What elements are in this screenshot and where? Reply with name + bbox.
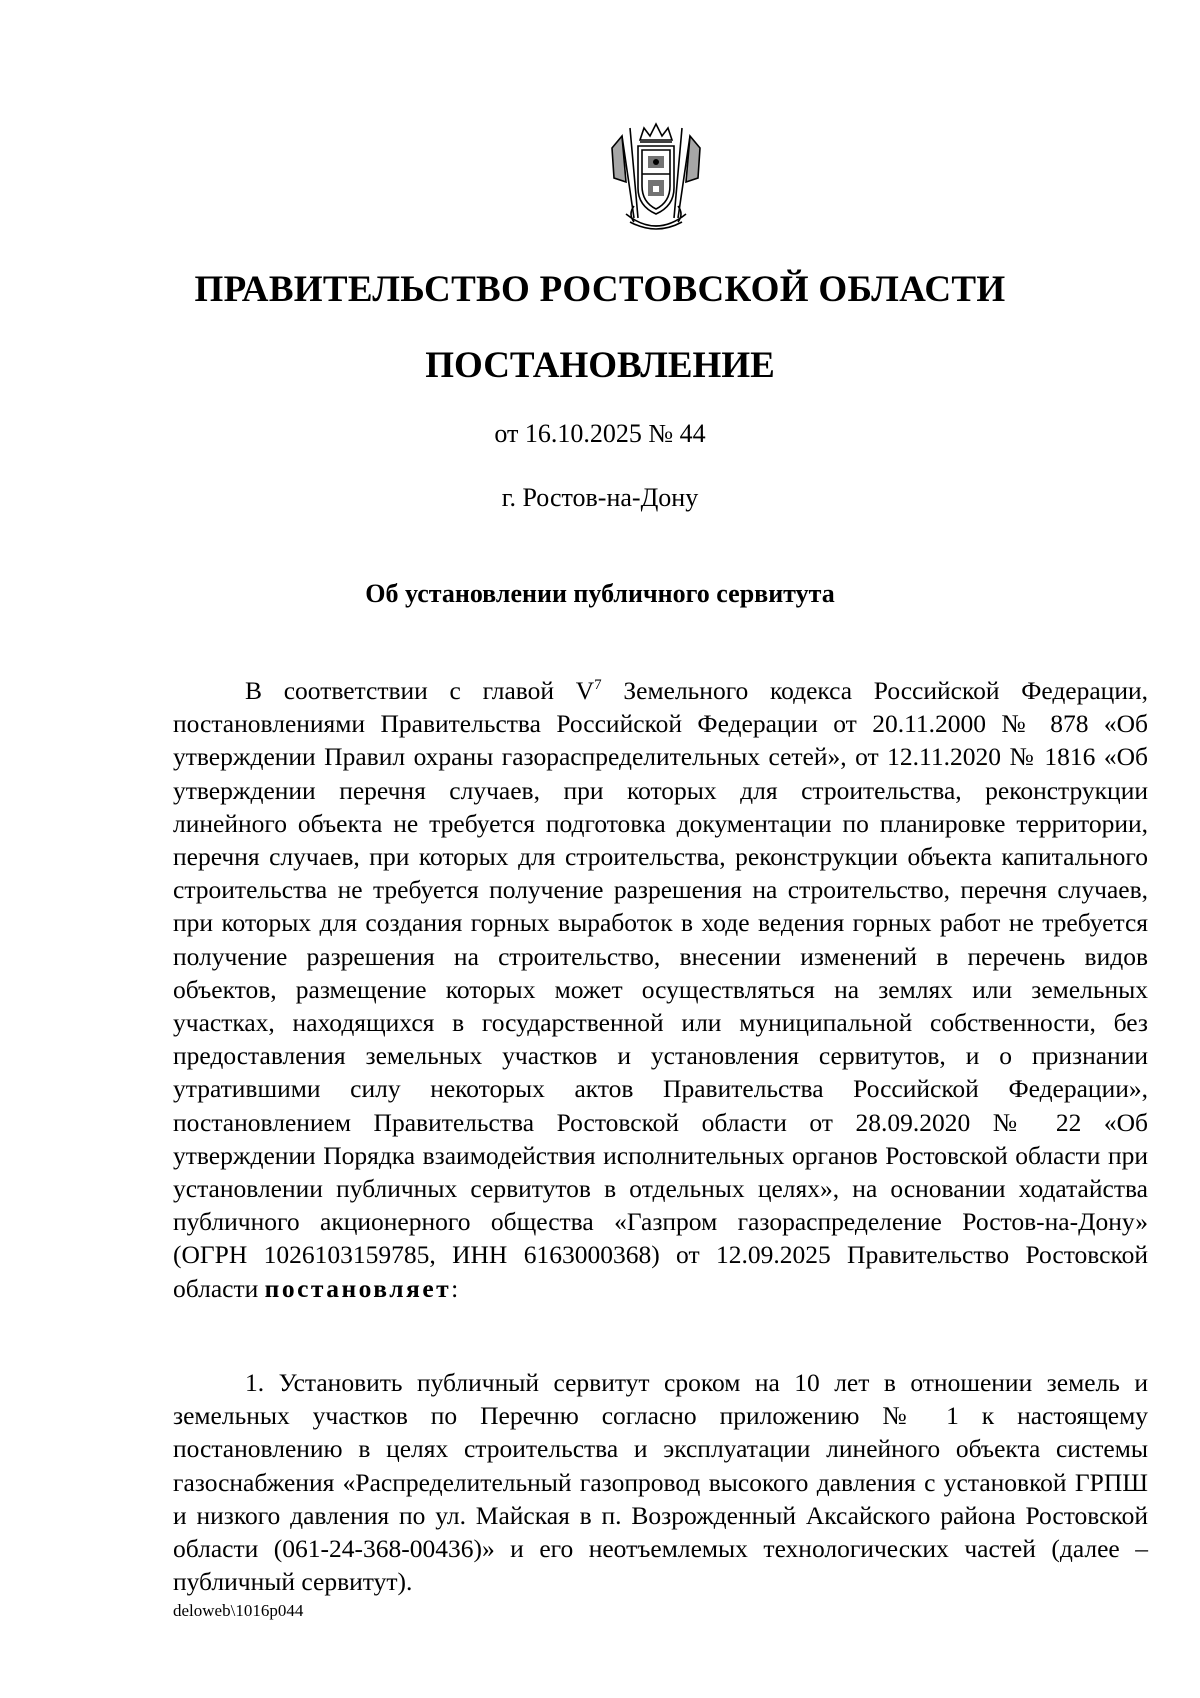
body-paragraph-preamble [173,674,1148,1305]
document-date-number: от 16.10.2025 № 44 [494,419,706,448]
body-paragraph-item-1: 1. Установить публичный сервитут сроком на 10 лет в отношении земель и земельных участков по Перечню согласно приложению № 1 к настоящему постановлению в целях строительства и эксплуатации линейного объекта системы газоснабжения «Распределительный газопровод высокого давления с установкой ГРПШ и низкого давления по ул. Майская в п. Возрожденный Аксайского района Ростовской области (061-24-368-00436)» и его неотъемлемых технологических частей (далее – публичный сервитут). [173,1368,1148,1597]
footer-document-code: deloweb\1016p044 [173,1601,304,1620]
document-subject: Об установлении публичного сервитута [365,579,835,608]
decree-verb: постановляет [264,1273,452,1303]
government-name: ПРАВИТЕЛЬСТВО РОСТОВСКОЙ ОБЛАСТИ [194,269,1006,310]
coat-of-arms-emblem [604,118,708,238]
preamble-start: В соответствии с главой V [245,676,595,705]
preamble-main: Земельного кодекса Российской Федерации, постановлениями Правительства Российской Федерации от 20.11.2000 № 878 «Об утверждении Правил охраны газораспределительных сетей», от 12.11.2020 № 1816 «Об утверждении перечня случаев, при которых для строительства, реконструкции линейного объекта не требуется подготовка документации по планировке территории, перечня случаев, при которых для строительства, реконструкции объекта капитального строительства не требуется получение разрешения на строительство, перечня случаев, при которых для создания горных выработок в ходе ведения горных работ не требуется получение разрешения на строительство, внесении изменений в перечень видов объектов, размещение которых может осуществляться на землях или земельных участках, находящихся в государственной или муниципальной собственности, без предоставления земельных участков и установления сервитутов, и о признании утратившими силу некоторых актов Правительства Российской Федерации», постановлением Правительства Ростовской области от 28.09.2020 № 22 «Об утверждении Порядка взаимодействия исполнительных органов Ростовской области при установлении публичных сервитутов в отдельных целях», на основании ходатайства публичного акционерного общества «Газпром газораспределение Ростов-на-Дону» (ОГРН 1026103159785, ИНН 6163000368) от 12.09.2025 Правительство Ростовской области [173,676,1148,1303]
document-city: г. Ростов-на-Дону [501,483,699,512]
chapter-superscript: 7 [594,677,602,693]
document-type: ПОСТАНОВЛЕНИЕ [425,345,775,386]
preamble-end: : [451,1273,459,1303]
